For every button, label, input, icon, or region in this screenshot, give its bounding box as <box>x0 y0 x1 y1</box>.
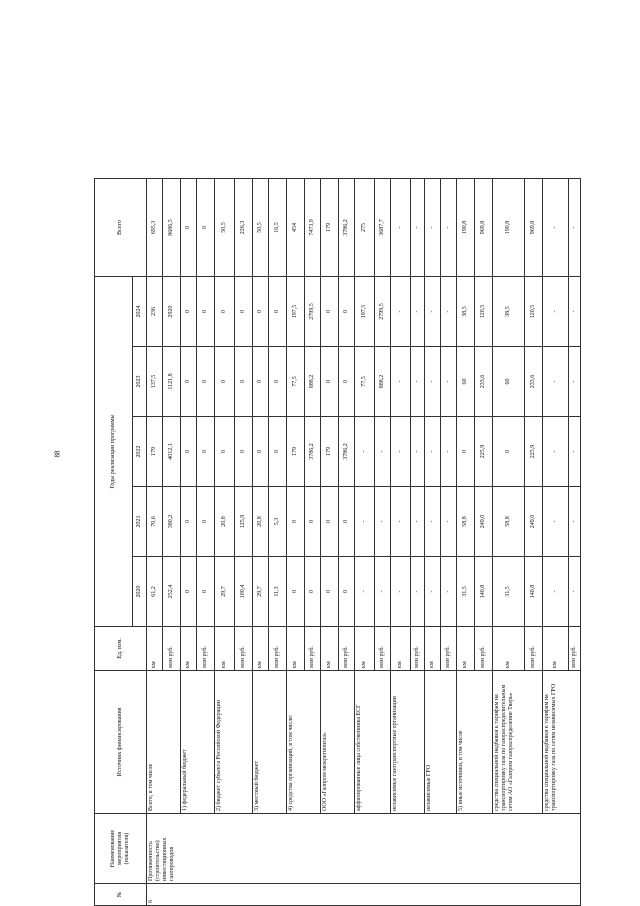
unit-cell: млн руб. <box>525 627 543 671</box>
unit-cell: млн руб. <box>197 627 215 671</box>
value-cell: - <box>355 417 375 487</box>
table-row <box>147 179 163 906</box>
unit-cell: км <box>425 627 441 671</box>
total-cell: - <box>441 179 457 277</box>
value-cell: 0 <box>493 417 525 487</box>
unit-cell: млн руб. <box>269 627 287 671</box>
measure-name: Протяженность (строительство) инвестиционных газопроводов <box>147 814 581 884</box>
value-cell: - <box>391 417 411 487</box>
unit-cell: км <box>287 627 305 671</box>
total-cell: 3687,7 <box>375 179 391 277</box>
funding-source-cell: 3) местный бюджет <box>253 671 287 814</box>
value-cell: - <box>425 417 441 487</box>
unit-cell: млн руб. <box>569 627 581 671</box>
value-cell: 179 <box>321 417 339 487</box>
value-cell: - <box>543 557 569 627</box>
value-cell: - <box>569 417 581 487</box>
funding-source-cell: Всего, в том числе <box>147 671 181 814</box>
value-cell: 0 <box>457 417 475 487</box>
funding-source-cell: 5) иные источники, в том числе <box>457 671 493 814</box>
funding-source-cell: средства специальной надбавки к тарифам на транспортировку газа по сетям независимых ГРО <box>543 671 581 814</box>
value-cell: - <box>425 557 441 627</box>
value-cell: 140,8 <box>475 557 493 627</box>
unit-cell: км <box>493 627 525 671</box>
funding-table <box>94 178 581 906</box>
unit-cell: млн руб. <box>163 627 181 671</box>
value-cell: - <box>441 347 457 417</box>
table-row <box>181 179 197 906</box>
rotated-table-container <box>94 179 577 906</box>
unit-cell: км <box>181 627 197 671</box>
value-cell: 38,5 <box>457 277 475 347</box>
value-cell: 0 <box>181 347 197 417</box>
table-row <box>287 179 305 906</box>
value-cell: 0 <box>269 277 287 347</box>
table-row <box>457 179 475 906</box>
funding-source-cell: ООО «Газпром межрегионгаз» <box>321 671 355 814</box>
row-number: 6 <box>147 884 581 906</box>
value-cell: - <box>441 487 457 557</box>
value-cell: - <box>355 557 375 627</box>
funding-source-cell: аффилированные лица собственника ЕСГ <box>355 671 391 814</box>
value-cell: 58,8 <box>457 487 475 557</box>
value-cell: 38,5 <box>493 277 525 347</box>
table-row <box>253 179 269 906</box>
unit-cell: км <box>147 627 163 671</box>
unit-cell: км <box>391 627 411 671</box>
table-row <box>543 179 569 906</box>
value-cell: 61,2 <box>147 557 163 627</box>
total-cell: 454 <box>287 179 305 277</box>
total-cell: - <box>425 179 441 277</box>
total-cell: 50,5 <box>215 179 235 277</box>
value-cell: 197,5 <box>287 277 305 347</box>
value-cell: - <box>411 417 425 487</box>
value-cell: 0 <box>253 417 269 487</box>
unit-cell: км <box>457 627 475 671</box>
value-cell: - <box>411 277 425 347</box>
unit-cell: км <box>543 627 569 671</box>
value-cell: 5,3 <box>269 487 287 557</box>
value-cell: - <box>391 557 411 627</box>
value-cell: - <box>391 277 411 347</box>
value-cell: 0 <box>181 557 197 627</box>
header-number: № <box>95 884 147 906</box>
total-cell: 226,3 <box>235 179 253 277</box>
value-cell: 0 <box>215 277 235 347</box>
total-cell: 50,5 <box>253 179 269 277</box>
value-cell: 233,6 <box>525 347 543 417</box>
value-cell: - <box>543 347 569 417</box>
header-source: Источник финансирования <box>95 671 147 814</box>
funding-source-cell: 1) федеральный бюджет <box>181 671 215 814</box>
table-row <box>321 179 339 906</box>
total-cell: - <box>569 179 581 277</box>
value-cell: 4012,1 <box>163 417 181 487</box>
value-cell: 3786,2 <box>339 417 355 487</box>
value-cell: 888,2 <box>375 347 391 417</box>
value-cell: 0 <box>253 347 269 417</box>
value-cell: 225,9 <box>525 417 543 487</box>
value-cell: 179 <box>287 417 305 487</box>
table-row <box>391 179 411 906</box>
table-row <box>493 179 525 906</box>
funding-source-cell: 2) бюджет субъекта Российской Федерации <box>215 671 253 814</box>
value-cell: 31,5 <box>493 557 525 627</box>
value-cell: 0 <box>181 277 197 347</box>
value-cell: 380,2 <box>163 487 181 557</box>
unit-cell: км <box>355 627 375 671</box>
value-cell: 29,7 <box>253 557 269 627</box>
funding-source-cell: 4) средства организаций, в том числе: <box>287 671 321 814</box>
value-cell: 0 <box>321 487 339 557</box>
value-cell: 0 <box>269 417 287 487</box>
value-cell: - <box>391 347 411 417</box>
value-cell: 58,8 <box>493 487 525 557</box>
value-cell: - <box>391 487 411 557</box>
value-cell: 0 <box>305 487 321 557</box>
value-cell: - <box>411 557 425 627</box>
value-cell: 1121,8 <box>163 347 181 417</box>
value-cell: - <box>441 557 457 627</box>
value-cell: - <box>411 487 425 557</box>
value-cell: 0 <box>235 277 253 347</box>
value-cell: 197,5 <box>355 277 375 347</box>
header-years-group: Годы реализации программы <box>95 277 133 627</box>
value-cell: 225,9 <box>475 417 493 487</box>
value-cell: - <box>375 417 391 487</box>
value-cell: 888,2 <box>305 347 321 417</box>
total-cell: 275 <box>355 179 375 277</box>
value-cell: 77,5 <box>287 347 305 417</box>
value-cell: - <box>375 557 391 627</box>
header-year-2022: 2022 <box>133 417 147 487</box>
funding-source-cell: независимые газотранспортные организации <box>391 671 425 814</box>
value-cell: 0 <box>321 277 339 347</box>
total-cell: 8686,5 <box>163 179 181 277</box>
value-cell: 0 <box>215 347 235 417</box>
value-cell: 140,8 <box>525 557 543 627</box>
value-cell: 0 <box>339 347 355 417</box>
header-unit: Ед. изм. <box>95 627 147 671</box>
total-cell: 969,8 <box>525 179 543 277</box>
value-cell: 120,5 <box>525 277 543 347</box>
table-wrapper <box>94 179 577 906</box>
value-cell: 0 <box>321 347 339 417</box>
value-cell: - <box>425 277 441 347</box>
value-cell: 249,0 <box>475 487 493 557</box>
unit-cell: км <box>321 627 339 671</box>
total-cell: - <box>543 179 569 277</box>
value-cell: 0 <box>321 557 339 627</box>
value-cell: 2799,5 <box>305 277 321 347</box>
value-cell: 252,4 <box>163 557 181 627</box>
unit-cell: млн руб. <box>235 627 253 671</box>
value-cell: 0 <box>197 417 215 487</box>
value-cell: - <box>425 347 441 417</box>
value-cell: 60 <box>457 347 475 417</box>
value-cell: 11,3 <box>269 557 287 627</box>
table-body <box>147 179 581 906</box>
total-cell: 969,8 <box>475 179 493 277</box>
value-cell: 29,7 <box>215 557 235 627</box>
value-cell: - <box>569 347 581 417</box>
value-cell: 0 <box>287 487 305 557</box>
value-cell: 0 <box>287 557 305 627</box>
total-cell: 190,8 <box>493 179 525 277</box>
value-cell: 31,5 <box>457 557 475 627</box>
value-cell: 0 <box>253 277 269 347</box>
value-cell: - <box>569 277 581 347</box>
value-cell: - <box>425 487 441 557</box>
value-cell: 2920 <box>163 277 181 347</box>
value-cell: 120,5 <box>475 277 493 347</box>
total-cell: 695,3 <box>147 179 163 277</box>
value-cell: 0 <box>235 347 253 417</box>
unit-cell: млн руб. <box>375 627 391 671</box>
header-total: Всего <box>95 179 147 277</box>
value-cell: 20,8 <box>215 487 235 557</box>
value-cell: 77,5 <box>355 347 375 417</box>
value-cell: 125,9 <box>235 487 253 557</box>
value-cell: 0 <box>181 487 197 557</box>
value-cell: 249,0 <box>525 487 543 557</box>
header-year-2020: 2020 <box>133 557 147 627</box>
header-year-2023: 2023 <box>133 347 147 417</box>
total-cell: 0 <box>181 179 197 277</box>
table-row <box>425 179 441 906</box>
value-cell: 70,6 <box>147 487 163 557</box>
page-number: 88 <box>53 450 62 458</box>
value-cell: - <box>569 557 581 627</box>
value-cell: - <box>543 277 569 347</box>
total-cell: 3786,2 <box>339 179 355 277</box>
value-cell: 0 <box>197 557 215 627</box>
header-year-2021: 2021 <box>133 487 147 557</box>
value-cell: 0 <box>197 487 215 557</box>
total-cell: 190,8 <box>457 179 475 277</box>
value-cell: 233,6 <box>475 347 493 417</box>
value-cell: 0 <box>197 277 215 347</box>
value-cell: 0 <box>235 417 253 487</box>
value-cell: 236 <box>147 277 163 347</box>
value-cell: - <box>543 417 569 487</box>
value-cell: 100,4 <box>235 557 253 627</box>
funding-source-cell: средства специальной надбавки к тарифам на транспортировку газа по газораспределительным сетям АО «Газпром газораспределение Тверь» <box>493 671 543 814</box>
value-cell: 60 <box>493 347 525 417</box>
value-cell: 2799,5 <box>375 277 391 347</box>
value-cell: 0 <box>269 347 287 417</box>
total-cell: 179 <box>321 179 339 277</box>
unit-cell: млн руб. <box>475 627 493 671</box>
value-cell: - <box>441 417 457 487</box>
total-cell: 16,5 <box>269 179 287 277</box>
table-row <box>355 179 375 906</box>
value-cell: - <box>375 487 391 557</box>
value-cell: 137,5 <box>147 347 163 417</box>
value-cell: - <box>441 277 457 347</box>
value-cell: 20,8 <box>253 487 269 557</box>
funding-source-cell: независимые ГРО <box>425 671 457 814</box>
total-cell: - <box>411 179 425 277</box>
unit-cell: км <box>215 627 235 671</box>
value-cell: 3786,2 <box>305 417 321 487</box>
value-cell: 0 <box>339 277 355 347</box>
total-cell: - <box>391 179 411 277</box>
unit-cell: км <box>253 627 269 671</box>
value-cell: 179 <box>147 417 163 487</box>
header-year-2024: 2024 <box>133 277 147 347</box>
unit-cell: млн руб. <box>411 627 425 671</box>
table-row <box>215 179 235 906</box>
value-cell: - <box>543 487 569 557</box>
total-cell: 7473,9 <box>305 179 321 277</box>
header-name: Наименование мероприятия (показателя) <box>95 814 147 884</box>
value-cell: 0 <box>181 417 197 487</box>
value-cell: 0 <box>339 557 355 627</box>
unit-cell: млн руб. <box>339 627 355 671</box>
value-cell: 0 <box>305 557 321 627</box>
value-cell: - <box>569 487 581 557</box>
value-cell: 0 <box>339 487 355 557</box>
unit-cell: млн руб. <box>441 627 457 671</box>
value-cell: 0 <box>215 417 235 487</box>
value-cell: - <box>411 347 425 417</box>
value-cell: - <box>355 487 375 557</box>
value-cell: 0 <box>197 347 215 417</box>
unit-cell: млн руб. <box>305 627 321 671</box>
total-cell: 0 <box>197 179 215 277</box>
